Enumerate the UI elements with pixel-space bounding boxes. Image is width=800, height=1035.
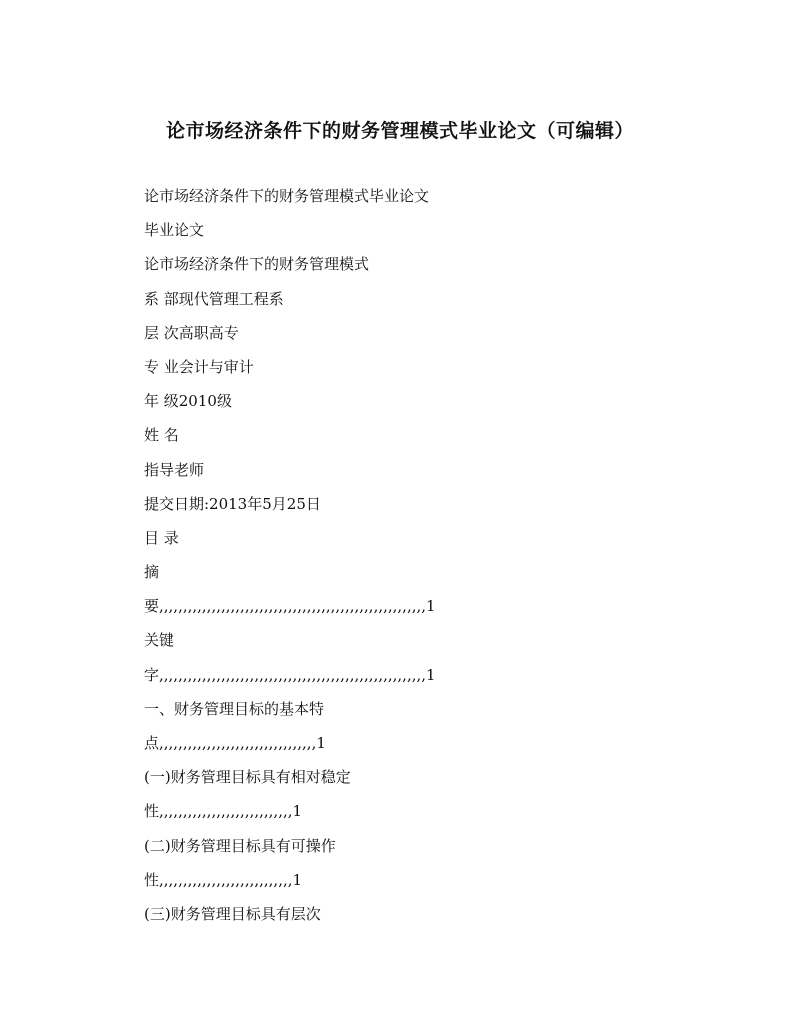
toc-line: 点,,,,,,,,,,,,,,,,,,,,,,,,,,,,,,,,,1 [144,734,326,752]
toc-line: 性,,,,,,,,,,,,,,,,,,,,,,,,,,,,1 [144,802,303,821]
body-line: 论市场经济条件下的财务管理模式 [144,255,370,274]
document-title: 论市场经济条件下的财务管理模式毕业论文（可编辑） [165,120,634,142]
body-line: 毕业论文 [144,221,205,240]
body-line: 指导老师 [144,460,205,479]
body-line: 系 部现代管理工程系 [144,289,284,308]
body-line: 姓 名 [144,426,179,445]
document-body [144,183,436,935]
body-line: 年 级2010级 [144,392,232,411]
toc-line: 一、财务管理目标的基本特 [144,699,325,718]
body-line: 提交日期:2013年5月25日 [144,494,321,513]
toc-line: (三)财务管理目标具有层次 [144,904,321,923]
toc-line: (二)财务管理目标具有可操作 [144,836,336,855]
toc-line: (一)财务管理目标具有相对稳定 [144,768,351,787]
toc-line: 关键 [144,631,175,650]
toc-line: 性,,,,,,,,,,,,,,,,,,,,,,,,,,,,1 [144,870,303,889]
body-line: 论市场经济条件下的财务管理模式毕业论文 [144,187,430,205]
body-line: 层 次高职高专 [144,323,239,342]
toc-line: 摘 [144,563,160,582]
body-line: 目 录 [144,528,179,547]
toc-line: 字,,,,,,,,,,,,,,,,,,,,,,,,,,,,,,,,,,,,,,,,,,,,,,,,,,,,,,,,1 [144,665,436,684]
toc-line: 要,,,,,,,,,,,,,,,,,,,,,,,,,,,,,,,,,,,,,,,,,,,,,,,,,,,,,,,,1 [144,597,436,616]
body-line: 专 业会计与审计 [144,357,254,376]
